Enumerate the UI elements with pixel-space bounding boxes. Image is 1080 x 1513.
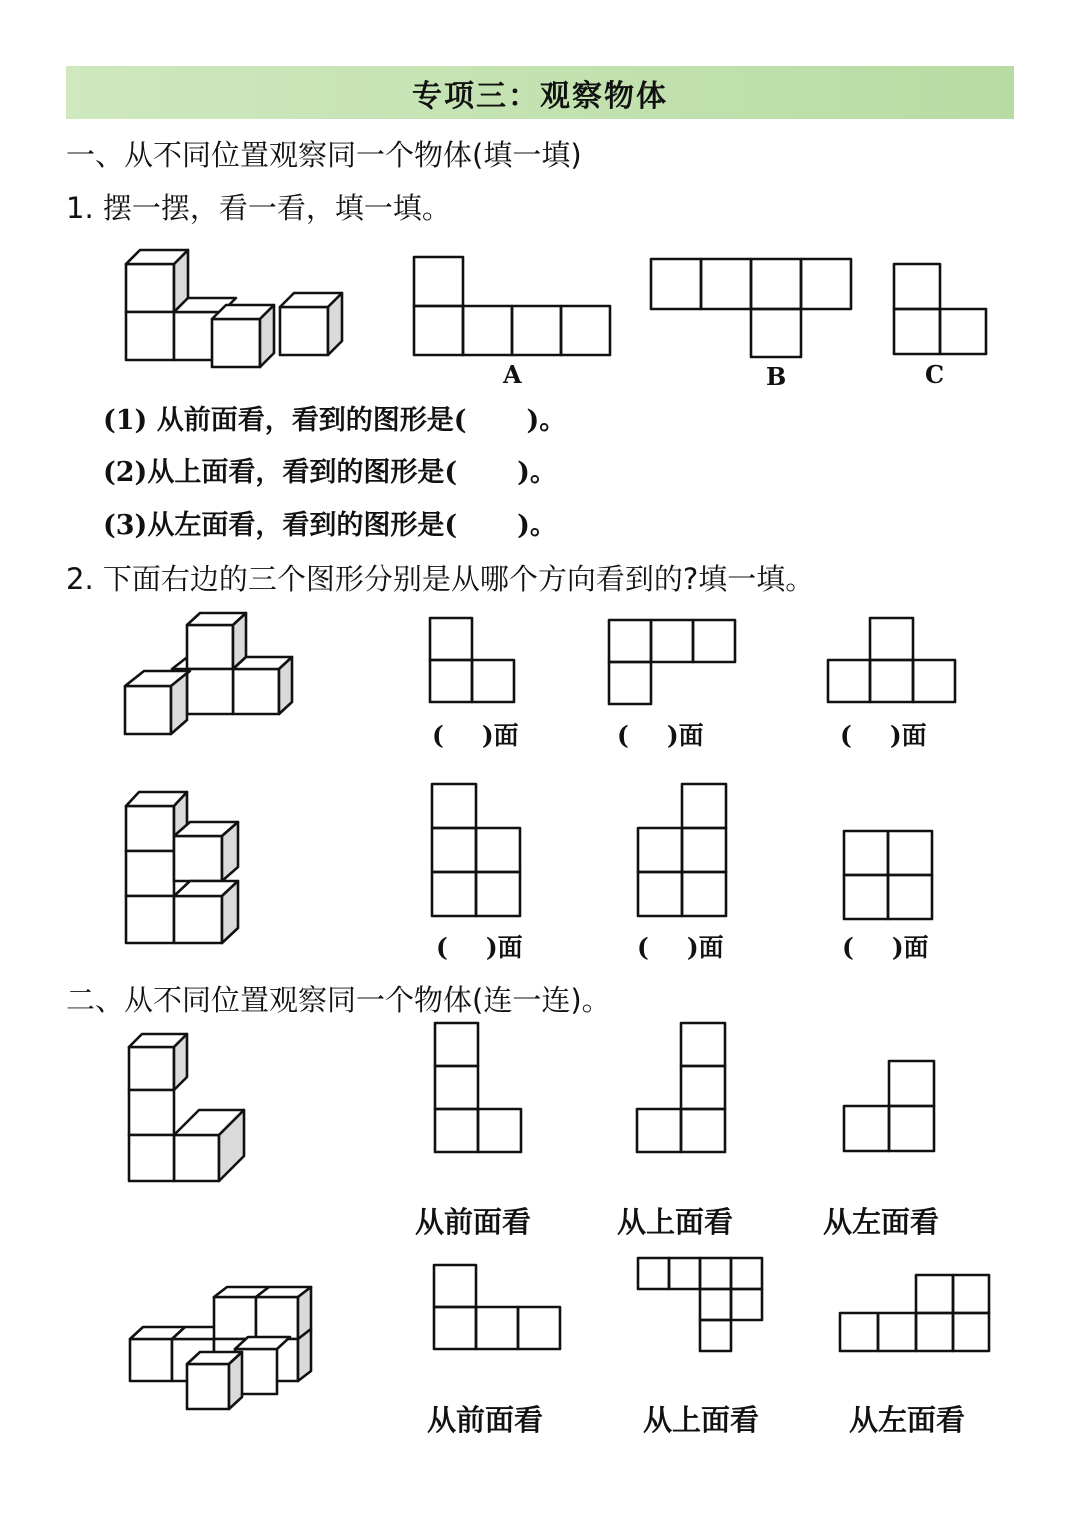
option-a-figure	[412, 255, 612, 357]
q2-row2-blank-3: ( )面	[842, 933, 929, 962]
s2-row2-label-left: 从左面看	[849, 1403, 966, 1437]
s2-row1-label-front: 从前面看	[415, 1205, 532, 1239]
q2-row1-blank-1: ( )面	[432, 721, 519, 750]
q2-row2-blank-1: ( )面	[436, 933, 523, 962]
s2-row2-view-1	[432, 1263, 562, 1351]
s2-row1-label-left: 从左面看	[823, 1205, 940, 1239]
s2-row1-view-3	[842, 1059, 936, 1153]
option-c-figure	[892, 262, 988, 356]
s2-row2-label-front: 从前面看	[427, 1403, 544, 1437]
q2-row2-view-2	[636, 782, 728, 918]
q2-row2-blank-2: ( )面	[637, 933, 724, 962]
q2-row1-view-2	[607, 618, 737, 706]
q2-row2-view-3	[842, 829, 934, 921]
section2-heading: 二、从不同位置观察同一个物体(连一连)。	[66, 983, 611, 1017]
s2-row2-label-top: 从上面看	[643, 1403, 760, 1437]
option-c-label: C	[925, 360, 945, 389]
section1-heading: 一、从不同位置观察同一个物体(填一填)	[66, 138, 582, 172]
s2-row1-view-2	[635, 1021, 727, 1154]
q1-item-3: (3)从左面看，看到的图形是( )。	[103, 510, 557, 541]
q2-stem: 2. 下面右边的三个图形分别是从哪个方向看到的?填一填。	[66, 562, 815, 596]
q2-row1-cube-structure	[120, 610, 300, 740]
q2-row2-view-1	[430, 782, 522, 918]
s2-row2-view-2	[636, 1256, 764, 1354]
q1-item-2: (2)从上面看，看到的图形是( )。	[103, 457, 557, 488]
s2-row2-view-3	[838, 1273, 991, 1353]
s2-row1-cube-structure	[124, 1030, 254, 1188]
page-title: 专项三：观察物体	[412, 78, 668, 114]
q2-row2-cube-structure	[120, 788, 260, 950]
option-b-figure	[649, 257, 853, 359]
title-banner	[66, 66, 1014, 119]
s2-row2-cube-structure	[125, 1284, 315, 1414]
option-b-label: B	[766, 362, 787, 391]
q1-stem: 1. 摆一摆，看一看，填一填。	[66, 191, 451, 225]
q2-row1-view-3	[826, 616, 957, 704]
option-a-label: A	[503, 360, 522, 389]
q2-row1-view-1	[428, 616, 516, 704]
q1-cube-structure	[120, 243, 350, 378]
s2-row1-view-1	[433, 1021, 523, 1154]
q2-row1-blank-2: ( )面	[617, 721, 704, 750]
q2-row1-blank-3: ( )面	[840, 721, 927, 750]
s2-row1-label-top: 从上面看	[617, 1205, 734, 1239]
q1-item-1: (1) 从前面看，看到的图形是( )。	[103, 405, 567, 436]
